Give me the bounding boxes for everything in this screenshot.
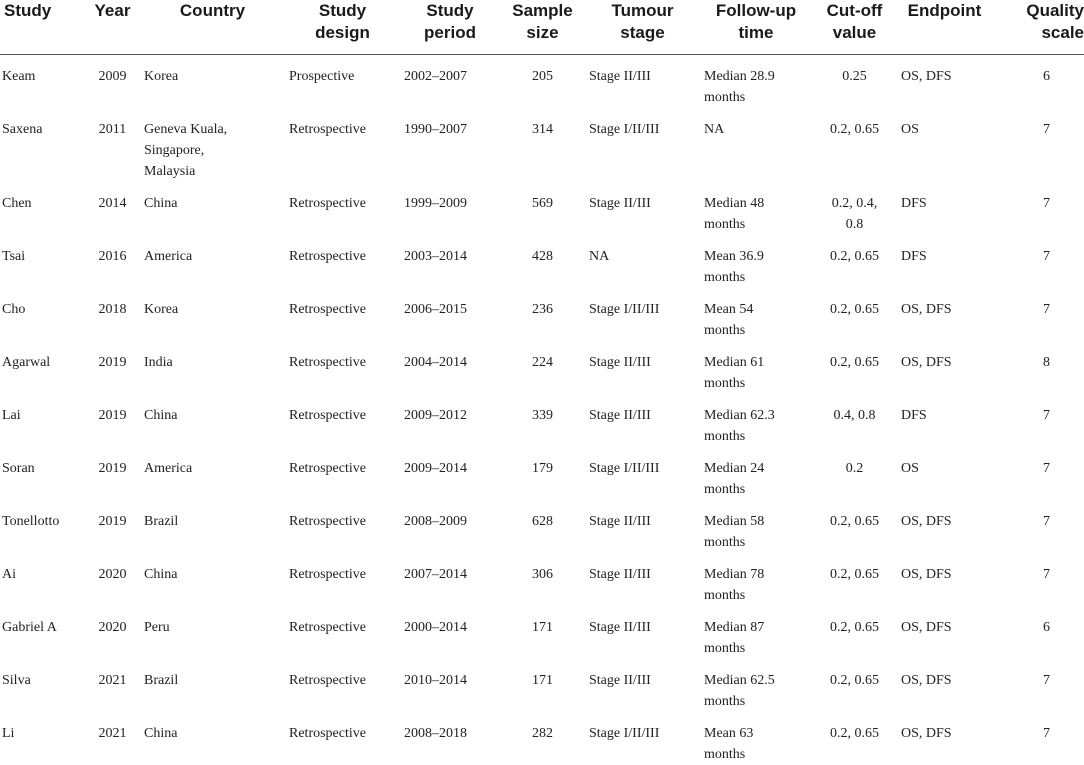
column-header-text: Study <box>426 1 474 20</box>
cell-text: NA <box>704 121 725 137</box>
cell-text: 0.2, 0.65 <box>830 566 879 582</box>
cell-sample: 282 <box>532 725 553 741</box>
cell-quality: 7 <box>1043 121 1050 137</box>
cell-endpoint: DFS <box>901 407 927 423</box>
cell-quality: 7 <box>1043 248 1050 264</box>
cell-design: Retrospective <box>289 460 366 476</box>
cell-text: months <box>704 746 746 762</box>
column-header-endpoint <box>897 0 992 54</box>
cell-period: 1999–2009 <box>404 195 467 211</box>
cell-study: Cho <box>2 301 26 317</box>
cell-endpoint: OS, DFS <box>901 619 952 635</box>
cell-period: 2009–2014 <box>404 460 467 476</box>
column-header-country <box>140 0 285 54</box>
cell-period: 2000–2014 <box>404 619 467 635</box>
cell-year: 2021 <box>98 672 127 688</box>
table-row <box>0 108 1084 182</box>
cell-period: 2009–2012 <box>404 407 467 423</box>
cell-cutoff <box>812 341 897 394</box>
cell-text: Median 24 <box>704 460 765 476</box>
cell-text: Median 28.9 <box>704 68 775 84</box>
cell-text: America <box>144 460 193 476</box>
cell-cutoff <box>812 659 897 712</box>
cell-quality: 7 <box>1043 566 1050 582</box>
column-header-text: Cut-off <box>826 1 883 20</box>
column-header-period <box>400 0 500 54</box>
cell-followup <box>700 54 812 108</box>
cell-text: Median 78 <box>704 566 765 582</box>
cell-study: Chen <box>2 195 32 211</box>
cell-design: Retrospective <box>289 619 366 635</box>
cell-country <box>140 712 285 765</box>
cell-stage: Stage II/III <box>589 566 651 582</box>
cell-design: Retrospective <box>289 407 366 423</box>
cell-text: months <box>704 640 746 656</box>
cell-followup <box>700 394 812 447</box>
cell-text: 0.2, 0.65 <box>830 301 879 317</box>
table-row <box>0 500 1084 553</box>
cell-followup <box>700 659 812 712</box>
cell-text: Median 58 <box>704 513 765 529</box>
cell-stage: Stage I/II/III <box>589 121 660 137</box>
table-header <box>0 0 1084 54</box>
cell-period: 2002–2007 <box>404 68 467 84</box>
column-header-year <box>85 0 140 54</box>
cell-cutoff <box>812 606 897 659</box>
cell-country <box>140 182 285 235</box>
cell-endpoint: OS, DFS <box>901 725 952 741</box>
cell-text: 0.2, 0.65 <box>830 121 879 137</box>
table-body <box>0 54 1084 765</box>
cell-study: Tonellotto <box>2 513 60 529</box>
cell-country <box>140 659 285 712</box>
table-row <box>0 54 1084 108</box>
cell-endpoint: OS <box>901 460 919 476</box>
cell-stage: Stage II/III <box>589 407 651 423</box>
table-row <box>0 235 1084 288</box>
column-header-text: Follow-up <box>715 1 797 20</box>
cell-endpoint: DFS <box>901 248 927 264</box>
cell-period: 2006–2015 <box>404 301 467 317</box>
cell-quality: 7 <box>1043 725 1050 741</box>
column-header-text: value <box>832 23 877 42</box>
cell-endpoint: OS, DFS <box>901 301 952 317</box>
table-row <box>0 447 1084 500</box>
cell-year: 2016 <box>98 248 127 264</box>
cell-text: China <box>144 566 178 582</box>
cell-sample: 224 <box>532 354 553 370</box>
cell-quality: 8 <box>1043 354 1050 370</box>
cell-stage: Stage II/III <box>589 354 651 370</box>
cell-followup <box>700 500 812 553</box>
cell-text: 0.2, 0.4, <box>831 195 878 211</box>
cell-text: 0.25 <box>842 68 867 84</box>
header-row <box>0 0 1084 54</box>
cell-country <box>140 606 285 659</box>
cell-study: Gabriel A <box>2 619 57 635</box>
column-header-text: design <box>315 23 370 42</box>
cell-text: Brazil <box>144 672 179 688</box>
cell-study: Soran <box>2 460 35 476</box>
cell-stage: Stage II/III <box>589 619 651 635</box>
table-row <box>0 182 1084 235</box>
column-header-text: size <box>526 23 559 42</box>
cell-endpoint: DFS <box>901 195 927 211</box>
cell-stage: Stage I/II/III <box>589 460 660 476</box>
cell-text: 0.2, 0.65 <box>830 354 879 370</box>
cell-year: 2019 <box>98 354 127 370</box>
table-row <box>0 341 1084 394</box>
cell-study: Saxena <box>2 121 43 137</box>
cell-text: America <box>144 248 193 264</box>
cell-period: 2007–2014 <box>404 566 467 582</box>
cell-sample: 628 <box>532 513 553 529</box>
column-header-cutoff <box>812 0 897 54</box>
cell-sample: 171 <box>532 672 553 688</box>
cell-quality: 6 <box>1043 68 1050 84</box>
cell-text: months <box>704 587 746 603</box>
cell-text: Korea <box>144 68 179 84</box>
cell-text: months <box>704 216 746 232</box>
column-header-design <box>285 0 400 54</box>
column-header-text: Year <box>94 1 131 20</box>
cell-endpoint: OS, DFS <box>901 513 952 529</box>
cell-stage: Stage II/III <box>589 68 651 84</box>
cell-followup <box>700 606 812 659</box>
cell-year: 2019 <box>98 460 127 476</box>
cell-sample: 306 <box>532 566 553 582</box>
cell-text: months <box>704 693 746 709</box>
cell-endpoint: OS, DFS <box>901 68 952 84</box>
column-header-study <box>0 0 85 54</box>
cell-study: Lai <box>2 407 21 423</box>
cell-period: 2008–2009 <box>404 513 467 529</box>
cell-sample: 236 <box>532 301 553 317</box>
table-row <box>0 712 1084 765</box>
cell-quality: 7 <box>1043 672 1050 688</box>
column-header-text: Country <box>179 1 246 20</box>
cell-year: 2019 <box>98 513 127 529</box>
cell-design: Retrospective <box>289 195 366 211</box>
column-header-followup <box>700 0 812 54</box>
cell-period: 2004–2014 <box>404 354 467 370</box>
cell-text: Korea <box>144 301 179 317</box>
cell-text: 0.2, 0.65 <box>830 248 879 264</box>
cell-stage: Stage II/III <box>589 672 651 688</box>
cell-text: 0.2, 0.65 <box>830 619 879 635</box>
cell-country <box>140 288 285 341</box>
cell-design: Retrospective <box>289 513 366 529</box>
cell-text: Singapore, <box>144 142 205 158</box>
cell-cutoff <box>812 235 897 288</box>
cell-text: months <box>704 428 746 444</box>
cell-endpoint: OS, DFS <box>901 672 952 688</box>
cell-study: Li <box>2 725 15 741</box>
cell-design: Retrospective <box>289 248 366 264</box>
cell-design: Prospective <box>289 68 355 84</box>
cell-study: Tsai <box>2 248 26 264</box>
cell-quality: 7 <box>1043 195 1050 211</box>
cell-year: 2014 <box>98 195 127 211</box>
cell-stage: NA <box>589 248 610 264</box>
cell-followup <box>700 182 812 235</box>
cell-text: 0.2 <box>845 460 864 476</box>
cell-country <box>140 54 285 108</box>
cell-country <box>140 235 285 288</box>
cell-text: Mean 63 <box>704 725 754 741</box>
column-header-text: period <box>424 23 476 42</box>
cell-year: 2020 <box>98 619 127 635</box>
cell-cutoff <box>812 553 897 606</box>
cell-text: China <box>144 407 178 423</box>
table-row <box>0 394 1084 447</box>
cell-study: Agarwal <box>2 354 51 370</box>
cell-period: 2003–2014 <box>404 248 467 264</box>
column-header-text: time <box>738 23 774 42</box>
cell-country <box>140 553 285 606</box>
cell-year: 2018 <box>98 301 127 317</box>
column-header-text: stage <box>620 23 665 42</box>
column-header-text: Study <box>4 1 52 20</box>
cell-text: Malaysia <box>144 163 196 179</box>
cell-text: 0.2, 0.65 <box>830 672 879 688</box>
cell-text: Geneva Kuala, <box>144 121 228 137</box>
cell-quality: 7 <box>1043 460 1050 476</box>
cell-period: 1990–2007 <box>404 121 467 137</box>
cell-cutoff <box>812 182 897 235</box>
cell-period: 2008–2018 <box>404 725 467 741</box>
table-row <box>0 288 1084 341</box>
column-header-quality <box>992 0 1084 54</box>
cell-stage: Stage II/III <box>589 513 651 529</box>
cell-followup <box>700 288 812 341</box>
cell-text: months <box>704 269 746 285</box>
cell-text: China <box>144 195 178 211</box>
cell-text: 0.8 <box>845 216 864 232</box>
cell-design: Retrospective <box>289 672 366 688</box>
column-header-text: Quality <box>1026 1 1084 20</box>
table-row <box>0 606 1084 659</box>
cell-design: Retrospective <box>289 725 366 741</box>
cell-followup <box>700 341 812 394</box>
cell-cutoff <box>812 500 897 553</box>
cell-quality: 7 <box>1043 407 1050 423</box>
column-header-text: Endpoint <box>907 1 982 20</box>
cell-text: 0.2, 0.65 <box>830 725 879 741</box>
cell-text: China <box>144 725 178 741</box>
cell-design: Retrospective <box>289 566 366 582</box>
cell-year: 2020 <box>98 566 127 582</box>
cell-study: Ai <box>2 566 16 582</box>
cell-endpoint: OS, DFS <box>901 354 952 370</box>
cell-sample: 339 <box>532 407 553 423</box>
cell-followup <box>700 447 812 500</box>
cell-text: Peru <box>144 619 170 635</box>
cell-design: Retrospective <box>289 354 366 370</box>
cell-text: Median 62.5 <box>704 672 775 688</box>
cell-sample: 428 <box>532 248 553 264</box>
cell-cutoff <box>812 288 897 341</box>
cell-design: Retrospective <box>289 121 366 137</box>
cell-sample: 205 <box>532 68 553 84</box>
column-header-stage <box>585 0 700 54</box>
cell-text: Mean 54 <box>704 301 754 317</box>
cell-sample: 314 <box>532 121 553 137</box>
cell-design: Retrospective <box>289 301 366 317</box>
cell-text: Median 61 <box>704 354 765 370</box>
cell-quality: 6 <box>1043 619 1050 635</box>
cell-stage: Stage I/II/III <box>589 725 660 741</box>
cell-followup <box>700 712 812 765</box>
cell-year: 2011 <box>98 121 127 137</box>
cell-sample: 179 <box>532 460 553 476</box>
cell-text: months <box>704 375 746 391</box>
cell-text: 0.4, 0.8 <box>833 407 876 423</box>
cell-cutoff <box>812 108 897 182</box>
column-header-text: Sample <box>512 1 573 20</box>
cell-sample: 171 <box>532 619 553 635</box>
cell-country <box>140 108 285 182</box>
cell-text: 0.2, 0.65 <box>830 513 879 529</box>
cell-text: months <box>704 481 746 497</box>
cell-text: months <box>704 322 746 338</box>
cell-text: India <box>144 354 173 370</box>
column-header-text: Study <box>318 1 367 20</box>
cell-study: Keam <box>2 68 36 84</box>
column-header-sample <box>500 0 585 54</box>
cell-cutoff <box>812 54 897 108</box>
cell-stage: Stage I/II/III <box>589 301 660 317</box>
cell-sample: 569 <box>532 195 553 211</box>
cell-quality: 7 <box>1043 301 1050 317</box>
cell-cutoff <box>812 712 897 765</box>
column-header-text: scale <box>1041 23 1084 42</box>
cell-text: Brazil <box>144 513 179 529</box>
cell-stage: Stage II/III <box>589 195 651 211</box>
cell-period: 2010–2014 <box>404 672 467 688</box>
cell-cutoff <box>812 447 897 500</box>
cell-text: months <box>704 534 746 550</box>
table-row <box>0 553 1084 606</box>
column-header-text: Tumour <box>611 1 674 20</box>
cell-followup <box>700 108 812 182</box>
cell-text: Median 48 <box>704 195 765 211</box>
cell-text: Median 62.3 <box>704 407 775 423</box>
cell-endpoint: OS <box>901 121 919 137</box>
cell-cutoff <box>812 394 897 447</box>
cell-country <box>140 447 285 500</box>
cell-text: Mean 36.9 <box>704 248 764 264</box>
cell-country <box>140 341 285 394</box>
cell-text: months <box>704 89 746 105</box>
cell-year: 2019 <box>98 407 127 423</box>
table-row <box>0 659 1084 712</box>
cell-text: Median 87 <box>704 619 765 635</box>
cell-followup <box>700 235 812 288</box>
cell-endpoint: OS, DFS <box>901 566 952 582</box>
cell-year: 2021 <box>98 725 127 741</box>
cell-followup <box>700 553 812 606</box>
cell-quality: 7 <box>1043 513 1050 529</box>
cell-country <box>140 500 285 553</box>
cell-year: 2009 <box>98 68 127 84</box>
cell-study: Silva <box>2 672 31 688</box>
cell-country <box>140 394 285 447</box>
